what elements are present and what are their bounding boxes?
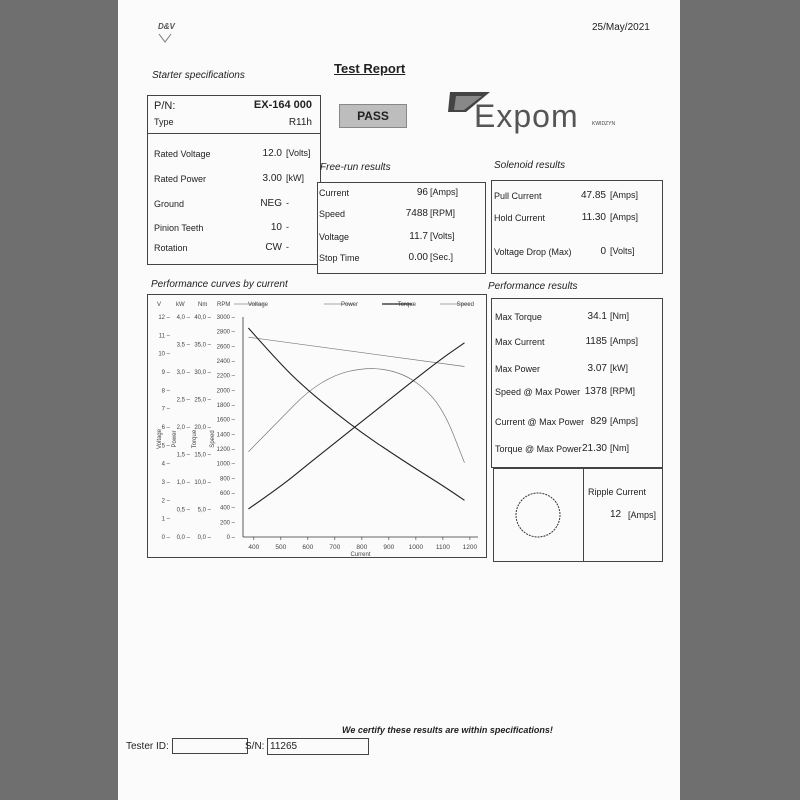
free-run-unit: [Sec.] xyxy=(430,252,454,262)
perf-unit: [Amps] xyxy=(610,416,639,426)
tester-id-input[interactable] xyxy=(172,738,248,754)
torque-tick-label: 20,0 – xyxy=(194,425,211,431)
x-tick-label: 700 xyxy=(329,544,341,551)
torque-tick-label: 15,0 – xyxy=(194,452,211,459)
solenoid-heading: Solenoid results xyxy=(494,160,566,171)
speed-tick-label: 1400 – xyxy=(216,432,235,439)
power-tick-label: 3,0 – xyxy=(176,370,190,376)
free-run-unit: [Volts] xyxy=(430,231,455,241)
curves-box xyxy=(147,294,487,558)
report-date: 25/May/2021 xyxy=(592,22,650,33)
perf-label: Max Power xyxy=(495,364,541,374)
speed-tick-label: 2400 – xyxy=(216,359,235,365)
speed-tick-label: 0 – xyxy=(226,535,235,541)
free-run-value: 96 xyxy=(416,187,428,198)
legend-label-power: Power xyxy=(340,302,358,308)
torque-tick-label: 30,0 – xyxy=(194,370,211,376)
certify-text: We certify these results are within specifications! xyxy=(342,725,553,735)
speed-tick-label: 600 – xyxy=(219,491,235,497)
spec-value: 12.0 xyxy=(262,148,282,159)
pass-badge xyxy=(339,104,407,128)
speed-tick-label: 2800 – xyxy=(216,329,235,336)
legend-label-speed: Speed xyxy=(456,302,474,308)
perf-unit: [kW] xyxy=(610,363,628,373)
speed-tick-label: 2200 – xyxy=(216,373,235,380)
perf-value: 1378 xyxy=(584,386,607,397)
power-tick-label: 3,5 – xyxy=(176,342,190,349)
axis-header-rpm: RPM xyxy=(217,302,231,308)
free-run-label: Speed xyxy=(319,209,346,219)
power-tick-label: 0,0 – xyxy=(176,535,190,541)
torque-tick-label: 0,0 – xyxy=(197,535,211,541)
x-tick-label: 1200 xyxy=(462,544,478,551)
spec-label: Pinion Teeth xyxy=(154,223,204,233)
perf-label: Max Current xyxy=(495,337,545,347)
series-line-power xyxy=(248,369,464,463)
speed-tick-label: 2000 – xyxy=(216,388,235,395)
free-run-box xyxy=(317,182,486,274)
axis-header-nm: Nm xyxy=(198,302,208,308)
axis-header-v: V xyxy=(157,302,162,308)
perf-label: Speed @ Max Power xyxy=(495,387,581,397)
expom-logo xyxy=(444,90,634,135)
x-tick-label: 400 xyxy=(248,544,260,551)
spec-unit: - xyxy=(286,242,289,252)
speed-tick-label: 800 – xyxy=(219,476,235,483)
solenoid-value: 0 xyxy=(600,246,606,257)
ripple-circle-icon xyxy=(494,469,583,561)
free-run-heading: Free-run results xyxy=(320,162,391,173)
spec-unit: - xyxy=(286,198,289,208)
voltage-tick-label: 5 – xyxy=(161,443,170,450)
spec-value: 10 xyxy=(270,222,282,233)
power-tick-label: 4,0 – xyxy=(176,315,190,321)
tester-id-label: Tester ID: xyxy=(126,741,169,752)
perf-value: 34.1 xyxy=(587,311,607,322)
series-line-voltage xyxy=(248,337,464,366)
speed-tick-label: 1200 – xyxy=(216,447,235,453)
spec-unit: [Volts] xyxy=(286,148,311,158)
torque-tick-label: 5,0 – xyxy=(197,507,211,514)
type-label: Type xyxy=(154,117,174,127)
free-run-label: Stop Time xyxy=(319,253,360,263)
perf-value: 1185 xyxy=(585,336,607,347)
voltage-tick-label: 4 – xyxy=(161,461,170,468)
perf-unit: [Nm] xyxy=(610,443,629,453)
spec-value: CW xyxy=(265,242,282,253)
x-tick-label: 800 xyxy=(356,544,368,551)
torque-tick-label: 35,0 – xyxy=(194,342,211,349)
free-run-label: Current xyxy=(319,188,350,198)
power-tick-label: 2,0 – xyxy=(176,425,190,431)
legend-label-torque: Torque xyxy=(397,302,416,308)
expom-sub: KWIDZYN xyxy=(592,121,616,127)
spec-value: 3.00 xyxy=(262,173,282,184)
axis-side-label-torque: Torque xyxy=(192,429,198,449)
voltage-tick-label: 2 – xyxy=(161,498,170,505)
ripple-unit: [Amps] xyxy=(628,510,657,520)
expom-name: Expom xyxy=(474,98,579,134)
spec-unit: [kW] xyxy=(286,173,304,183)
x-axis-label: Current xyxy=(350,552,371,557)
x-tick-label: 600 xyxy=(302,544,314,551)
perf-unit: [Amps] xyxy=(610,336,639,346)
perf-unit: [Nm] xyxy=(610,311,629,321)
voltage-tick-label: 9 – xyxy=(161,370,170,376)
performance-chart xyxy=(148,295,486,557)
x-tick-label: 1100 xyxy=(435,544,450,551)
x-tick-label: 500 xyxy=(275,544,287,551)
x-tick-label: 1000 xyxy=(408,544,424,551)
solenoid-value: 11.30 xyxy=(581,212,606,223)
report-title: Test Report xyxy=(334,61,406,76)
voltage-tick-label: 6 – xyxy=(161,425,170,431)
power-tick-label: 1,0 – xyxy=(176,480,190,486)
speed-tick-label: 2600 – xyxy=(216,344,235,351)
ripple-graph xyxy=(494,469,584,561)
spec-label: Rated Voltage xyxy=(154,149,211,159)
perf-label: Current @ Max Power xyxy=(495,417,585,427)
speed-tick-label: 200 – xyxy=(219,520,235,527)
voltage-tick-label: 1 – xyxy=(161,516,170,523)
pn-value: EX-164 000 xyxy=(253,99,312,111)
spec-value: NEG xyxy=(260,198,282,209)
curves-heading: Performance curves by current xyxy=(151,279,288,290)
starter-specs-heading: Starter specifications xyxy=(152,70,245,81)
series-line-speed xyxy=(248,328,464,500)
ripple-label: Ripple Current xyxy=(588,487,647,497)
solenoid-label: Hold Current xyxy=(494,213,546,223)
speed-tick-label: 1600 – xyxy=(216,417,235,424)
axis-side-label-voltage: Voltage xyxy=(157,428,163,450)
ripple-box xyxy=(493,468,663,562)
voltage-tick-label: 10 – xyxy=(158,351,170,358)
power-tick-label: 0,5 – xyxy=(176,507,190,514)
ripple-value: 12 xyxy=(610,509,622,520)
torque-tick-label: 10,0 – xyxy=(194,480,211,486)
torque-tick-label: 25,0 – xyxy=(194,397,211,404)
solenoid-box xyxy=(491,180,663,274)
solenoid-unit: [Amps] xyxy=(610,190,639,200)
voltage-tick-label: 3 – xyxy=(161,480,170,486)
speed-tick-label: 3000 – xyxy=(216,315,235,321)
perf-label: Max Torque xyxy=(495,312,542,322)
perf-value: 3.07 xyxy=(587,363,607,374)
power-tick-label: 2,5 – xyxy=(176,397,190,404)
spec-label: Rotation xyxy=(154,243,188,253)
type-value: R11h xyxy=(288,117,312,128)
starter-pn-box xyxy=(147,95,321,135)
pass-text: PASS xyxy=(357,109,389,123)
sn-label: S/N: xyxy=(245,741,265,752)
free-run-unit: [Amps] xyxy=(430,187,459,197)
perf-unit: [RPM] xyxy=(610,386,636,396)
voltage-tick-label: 0 – xyxy=(161,535,170,541)
x-tick-label: 900 xyxy=(383,544,395,551)
dv-logo-mark-icon xyxy=(158,32,172,44)
speed-tick-label: 400 – xyxy=(219,505,235,512)
legend-label-voltage: Voltage xyxy=(247,302,268,308)
voltage-tick-label: 7 – xyxy=(161,406,170,413)
voltage-tick-label: 8 – xyxy=(161,388,170,395)
sn-field[interactable] xyxy=(267,738,369,755)
pn-label: P/N: xyxy=(154,100,176,112)
axis-header-kw: kW xyxy=(176,302,185,308)
spec-label: Rated Power xyxy=(154,174,207,184)
report-page xyxy=(118,0,680,800)
spec-label: Ground xyxy=(154,199,185,209)
speed-tick-label: 1000 – xyxy=(216,461,235,468)
power-tick-label: 1,5 – xyxy=(176,452,190,459)
solenoid-value: 47.85 xyxy=(580,190,606,201)
free-run-value: 7488 xyxy=(405,208,428,219)
voltage-tick-label: 12 – xyxy=(158,315,170,321)
free-run-unit: [RPM] xyxy=(430,208,456,218)
axis-side-label-speed: Speed xyxy=(210,430,216,448)
voltage-tick-label: 11 – xyxy=(158,333,170,340)
speed-tick-label: 1800 – xyxy=(216,403,235,409)
sn-value: 11265 xyxy=(270,741,298,752)
axis-side-label-power: Power xyxy=(172,430,178,448)
perf-value: 829 xyxy=(590,416,607,427)
free-run-label: Voltage xyxy=(319,232,350,242)
free-run-value: 0.00 xyxy=(408,252,428,263)
performance-box xyxy=(491,298,663,468)
solenoid-unit: [Amps] xyxy=(610,212,639,222)
solenoid-label: Voltage Drop (Max) xyxy=(494,247,572,257)
torque-tick-label: 40,0 – xyxy=(194,315,211,321)
perf-value: 21.30 xyxy=(581,443,607,454)
dv-logo: D&V xyxy=(158,22,175,31)
free-run-value: 11.7 xyxy=(409,231,428,242)
perf-label: Torque @ Max Power xyxy=(495,444,582,454)
starter-specs-box xyxy=(147,133,321,265)
performance-heading: Performance results xyxy=(488,281,578,292)
spec-unit: - xyxy=(286,222,289,232)
solenoid-label: Pull Current xyxy=(494,191,542,201)
solenoid-unit: [Volts] xyxy=(610,246,635,256)
series-line-torque xyxy=(248,343,464,509)
